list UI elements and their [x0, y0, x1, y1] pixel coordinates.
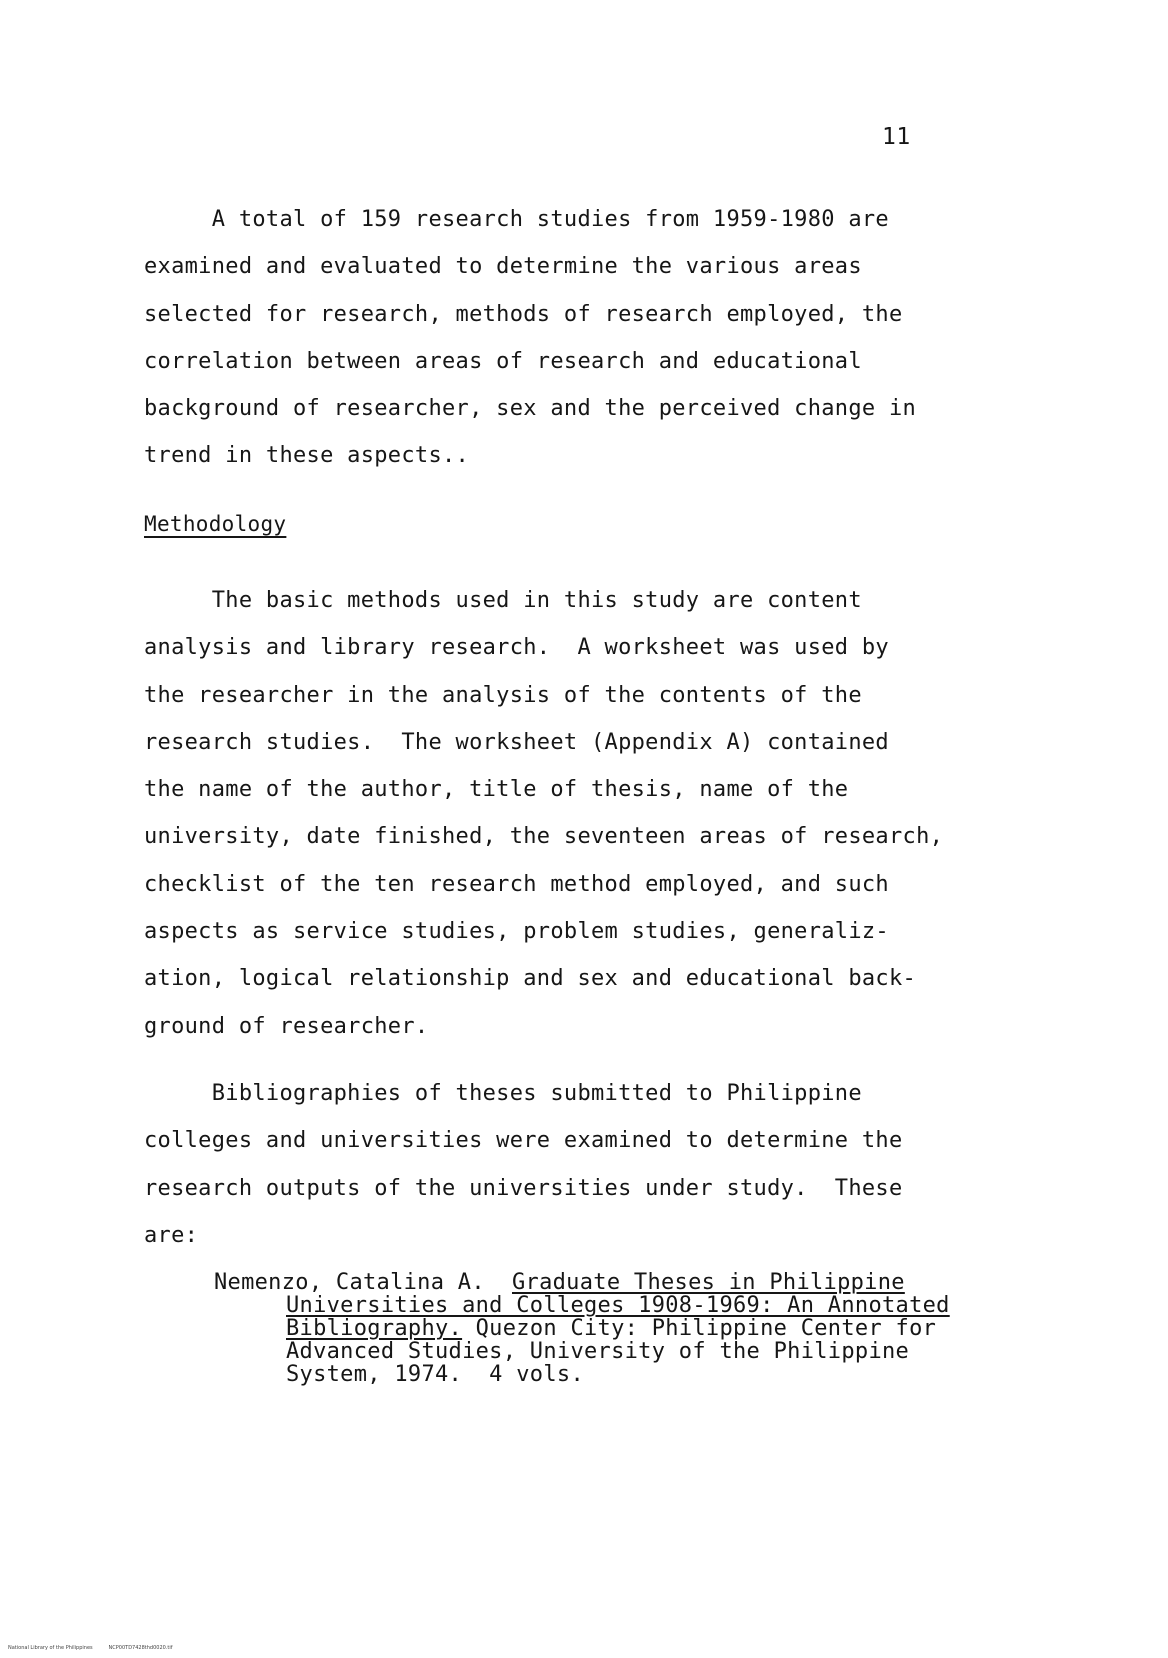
bib-title: Graduate Theses in Philippine — [512, 1270, 905, 1295]
section-heading: Methodology — [144, 512, 287, 536]
text-line: examined and evaluated to determine the various areas — [144, 254, 862, 280]
text-line: Bibliographies of theses submitted to Philippine — [144, 1081, 862, 1106]
text-line: colleges and universities were examined to determine the — [144, 1128, 903, 1154]
footer-library: National Library of the Philippines — [8, 1645, 93, 1651]
bib-author: Nemenzo, Catalina A. — [214, 1270, 512, 1295]
scan-footer — [8, 1645, 173, 1651]
text-line: research studies. The worksheet (Appendix A) contained — [144, 729, 889, 755]
text-line: aspects as service studies, problem studies, generaliz- — [144, 919, 889, 945]
page-number: 11 — [882, 124, 911, 150]
text-line: research outputs of the universities under study. These — [144, 1175, 903, 1201]
text-line: correlation between areas of research and educational — [144, 348, 862, 374]
text-line: analysis and library research. A worksheet was used by — [144, 635, 889, 661]
text-line: A total of 159 research studies from 1959-1980 are — [144, 207, 889, 232]
bib-line — [214, 1317, 1034, 1340]
text-line: are: — [144, 1222, 199, 1248]
text-line: The basic methods used in this study are content — [144, 588, 862, 613]
bib-title: Universities and Colleges 1908-1969: An Annotated — [286, 1293, 950, 1318]
paragraph-methods — [144, 577, 1024, 1050]
text-line: ground of researcher. — [144, 1013, 429, 1039]
bib-line: System, 1974. 4 vols. — [286, 1362, 584, 1387]
text-line: checklist of the ten research method employed, and such — [144, 871, 889, 897]
bib-line — [214, 1271, 1034, 1294]
bib-line — [214, 1294, 1034, 1317]
text-line: trend in these aspects.. — [144, 443, 470, 469]
paragraph-intro — [144, 196, 1024, 480]
text-line: the researcher in the analysis of the contents of the — [144, 682, 862, 708]
paragraph-bibliographies — [144, 1070, 1024, 1259]
footer-filename: NCP00TD7428thd0020.tif — [108, 1645, 173, 1651]
text-line: selected for research, methods of research employed, the — [144, 301, 903, 327]
bib-line: Advanced Studies, University of the Philippine — [286, 1339, 910, 1364]
text-line: university, date finished, the seventeen areas of research, — [144, 824, 944, 850]
text-line: the name of the author, title of thesis, name of the — [144, 777, 849, 803]
text-line: ation, logical relationship and sex and educational back- — [144, 966, 917, 992]
bibliography-entry — [214, 1271, 1034, 1386]
bib-title: Bibliography. — [286, 1316, 463, 1341]
bib-publisher: Quezon City: Philippine Center for — [462, 1316, 937, 1341]
text-line: background of researcher, sex and the perceived change in — [144, 396, 917, 422]
